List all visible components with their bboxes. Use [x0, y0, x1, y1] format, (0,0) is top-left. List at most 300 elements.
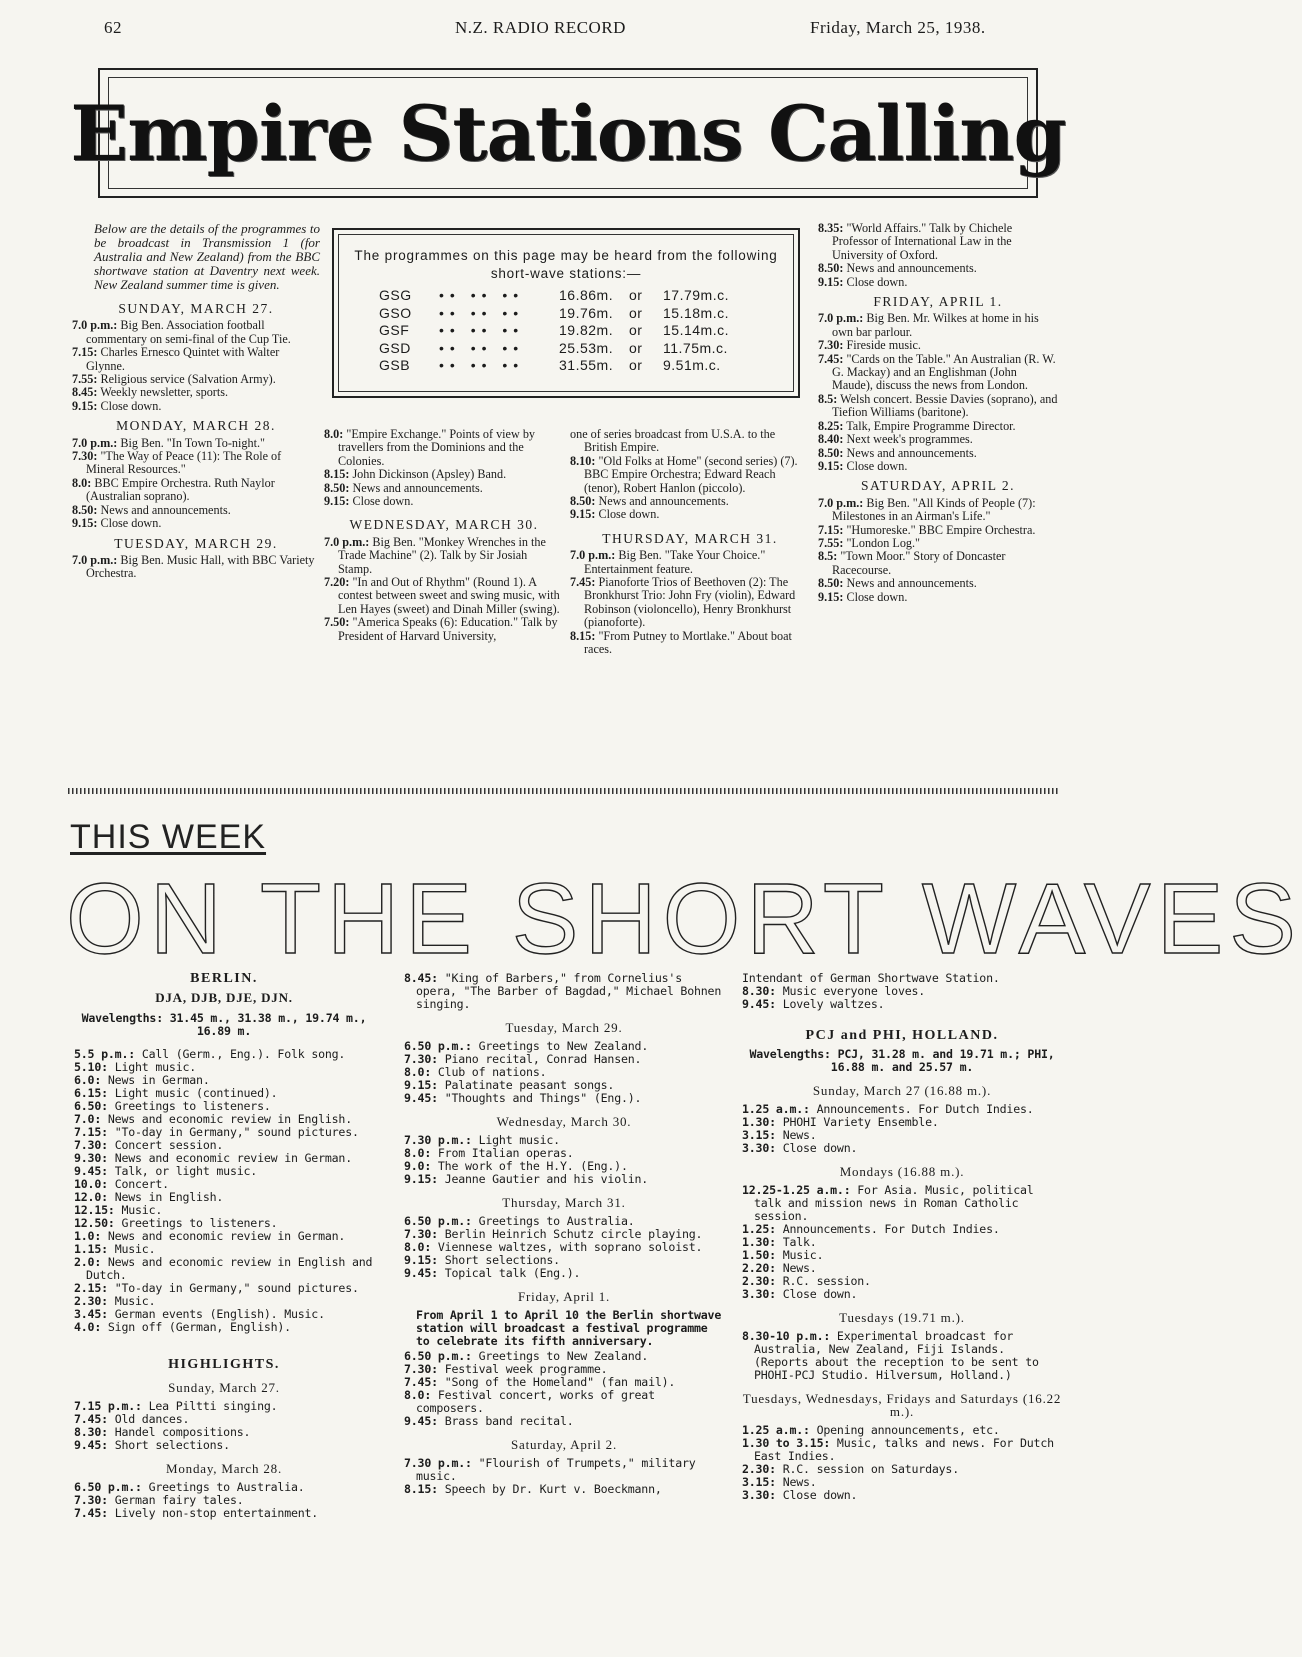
- schedule-text: John Dickinson (Apsley) Band.: [352, 467, 507, 482]
- schedule-text: Piano recital, Conrad Hansen.: [444, 1052, 642, 1066]
- berlin-continued-column: [404, 972, 724, 1496]
- schedule-text: Lively non-stop entertainment.: [114, 1506, 319, 1520]
- schedule-text: News and economic review in English.: [107, 1112, 352, 1126]
- schedule-text: Experimental broadcast for Australia, New Zealand, Fiji Islands. (Reports about the reception to be sent to PHOHI-PCJ Studio. Hilversum, Holland.): [754, 1329, 1039, 1382]
- title-banner: [70, 68, 1066, 198]
- highlights-heading: HIGHLIGHTS.: [168, 1357, 280, 1372]
- schedule-item: [818, 276, 1058, 289]
- day-heading: Sunday, March 27.: [168, 1380, 280, 1395]
- schedule-text: "Cards on the Table." An Australian (R. W. G. Mackay) and an Englishman (John Maude), discuss the news from London.: [832, 351, 1056, 393]
- leader-dots: •• •• ••: [439, 339, 525, 356]
- schedule-list: [324, 536, 564, 643]
- schedule-item: [818, 353, 1058, 393]
- schedule-time: 3.30:: [742, 1287, 776, 1301]
- frequency-mc: 15.14m.c.: [663, 322, 729, 338]
- schedule-text: "World Affairs." Talk by Chichele Professor of International Law in the University of Oxford.: [832, 221, 1013, 262]
- schedule-time: 7.45:: [818, 351, 844, 366]
- schedule-text: Sign off (German, English).: [107, 1320, 291, 1334]
- schedule-time: 3.15:: [742, 1128, 776, 1142]
- publication-title: N.Z. RADIO RECORD: [455, 18, 626, 37]
- schedule-text: News in German.: [107, 1073, 210, 1087]
- schedule-time: 6.0:: [74, 1073, 102, 1087]
- schedule-text: Close down.: [100, 398, 162, 413]
- schedule-time: 8.10:: [570, 453, 596, 468]
- schedule-text: Close down.: [782, 1141, 858, 1155]
- schedule-time: 8.0:: [72, 475, 92, 490]
- wavelength-metres: 31.55m.: [559, 357, 614, 373]
- day-heading: SATURDAY, APRIL 2.: [860, 478, 1016, 494]
- schedule-list: [324, 428, 564, 508]
- schedule-item: [72, 346, 320, 373]
- schedule-text: Greetings to New Zealand.: [478, 1039, 649, 1053]
- schedule-time: 10.0:: [74, 1177, 108, 1191]
- schedule-time: 7.15 p.m.:: [74, 1399, 142, 1413]
- schedule-text: R.C. session.: [782, 1274, 871, 1288]
- schedule-time: 9.45:: [74, 1438, 108, 1452]
- day-heading: Tuesdays (19.71 m.).: [839, 1310, 965, 1325]
- schedule-text: "Flourish of Trumpets," military music.: [416, 1456, 696, 1483]
- wavelength-metres: 19.82m.: [559, 322, 614, 338]
- schedule-time: 7.0 p.m.:: [72, 318, 118, 333]
- schedule-time: 7.0 p.m.:: [570, 548, 616, 563]
- schedule-time: 12.25-1.25 a.m.:: [742, 1183, 851, 1197]
- holland-column: [742, 972, 1062, 1502]
- schedule-time: 1.25:: [742, 1222, 776, 1236]
- schedule-text: "Thoughts and Things" (Eng.).: [444, 1091, 642, 1105]
- schedule-item: [818, 222, 1058, 262]
- schedule-time: 5.10:: [74, 1060, 108, 1074]
- schedule-text: Music.: [114, 1294, 156, 1308]
- schedule-time: 1.50:: [742, 1248, 776, 1262]
- schedule-item: [818, 537, 1058, 550]
- schedule-time: 7.0 p.m.:: [818, 495, 864, 510]
- schedule-text: Greetings to Australia.: [478, 1214, 635, 1228]
- stations-box: [332, 228, 800, 398]
- schedule-list: [404, 1215, 724, 1280]
- day-heading: TUESDAY, MARCH 29.: [114, 535, 278, 551]
- schedule-time: 1.25 a.m.:: [742, 1102, 810, 1116]
- schedule-list: [570, 428, 810, 522]
- schedule-list: [818, 497, 1058, 604]
- schedule-text: News and announcements.: [100, 502, 231, 517]
- day-heading: Sunday, March 27 (16.88 m.).: [812, 1083, 992, 1098]
- schedule-time: 8.45:: [404, 971, 438, 985]
- schedule-text: Close down.: [598, 507, 660, 522]
- schedule-list: [72, 319, 320, 413]
- schedule-item: [818, 312, 1058, 339]
- schedule-text: Religious service (Salvation Army).: [100, 372, 276, 387]
- schedule-time: 7.45:: [570, 575, 596, 590]
- schedule-text: Close down.: [846, 458, 908, 473]
- schedule-item: [818, 433, 1058, 446]
- schedule-time: 7.20:: [324, 575, 350, 590]
- schedule-time: 3.30:: [742, 1141, 776, 1155]
- schedule-item: [72, 373, 320, 386]
- schedule-time: 9.15:: [570, 507, 596, 522]
- schedule-time: 7.30:: [404, 1052, 438, 1066]
- schedule-text: Music.: [121, 1203, 163, 1217]
- schedule-time: 6.50:: [74, 1099, 108, 1113]
- frequency-mc: 17.79m.c.: [663, 287, 729, 303]
- schedule-time: 8.45:: [72, 385, 98, 400]
- schedule-time: 3.15:: [742, 1475, 776, 1489]
- schedule-text: For Asia. Music, political talk and mission news in Roman Catholic session.: [754, 1183, 1034, 1223]
- or-word: or: [629, 322, 643, 338]
- schedule-time: 9.15:: [404, 1172, 438, 1186]
- schedule-text: "Town Moor." Story of Doncaster Racecourse.: [832, 549, 1006, 577]
- schedule-text: Palatinate peasant songs.: [444, 1078, 615, 1092]
- schedule-text: News.: [782, 1128, 817, 1142]
- schedule-text: "King of Barbers," from Cornelius's opera, "The Barber of Bagdad," Michael Bohnen singing.: [416, 971, 722, 1011]
- schedule-text: "Humoreske." BBC Empire Orchestra.: [846, 522, 1036, 537]
- schedule-text: Festival concert, works of great composers.: [416, 1388, 655, 1415]
- schedule-text: German events (English). Music.: [114, 1307, 325, 1321]
- day-heading: FRIDAY, APRIL 1.: [873, 294, 1003, 310]
- station-row: [353, 340, 779, 358]
- schedule-item: [570, 508, 810, 521]
- schedule-item: [818, 447, 1058, 460]
- schedule-text: Greetings to listeners.: [121, 1216, 278, 1230]
- schedule-list: [742, 1103, 1062, 1155]
- this-week-heading: THIS WEEK: [70, 818, 267, 856]
- station-heading: PCJ and PHI, HOLLAND.: [805, 1028, 999, 1043]
- schedule-text: R.C. session on Saturdays.: [782, 1462, 959, 1476]
- schedule-text: Weekly newsletter, sports.: [100, 385, 229, 400]
- berlin-column: [74, 972, 374, 1520]
- page-number: 62: [104, 18, 122, 37]
- schedule-item: [818, 591, 1058, 604]
- schedule-time: 8.0:: [404, 1146, 432, 1160]
- schedule-text: Talk.: [782, 1235, 817, 1249]
- schedule-time: 6.50 p.m.:: [74, 1480, 142, 1494]
- schedule-text: Jeanne Gautier and his violin.: [444, 1172, 649, 1186]
- schedule-text: Handel compositions.: [114, 1425, 251, 1439]
- schedule-text: PHOHI Variety Ensemble.: [782, 1115, 939, 1129]
- schedule-time: 2.20:: [742, 1261, 776, 1275]
- schedule-text: News and announcements.: [846, 445, 977, 460]
- schedule-text: News.: [782, 1261, 817, 1275]
- schedule-text: "From Putney to Mortlake." About boat races.: [584, 628, 792, 657]
- schedule-time: 7.15:: [818, 522, 844, 537]
- schedule-time: 9.15:: [72, 398, 98, 413]
- schedule-time: 6.15:: [74, 1086, 108, 1100]
- schedule-text: Greetings to New Zealand.: [478, 1349, 649, 1363]
- schedule-text: one of series broadcast from U.S.A. to the British Empire.: [570, 427, 776, 455]
- frequency-mc: 9.51m.c.: [663, 357, 721, 373]
- schedule-item: [72, 386, 320, 399]
- or-word: or: [629, 357, 643, 373]
- schedule-item: [324, 536, 564, 576]
- call-signs: DJA, DJB, DJE, DJN.: [155, 990, 293, 1005]
- schedule-time: 1.15:: [74, 1242, 108, 1256]
- schedule-item: [404, 1267, 724, 1280]
- schedule-time: 7.30:: [74, 1493, 108, 1507]
- intro-text: Below are the details of the programmes to be broadcast in Transmission 1 (for Australia and New Zealand) from the BBC shortwave station at Daventry next week. New Zealand summer time is given.: [94, 221, 320, 292]
- schedule-text: Welsh concert. Bessie Davies (soprano), and Tiefion Williams (baritone).: [832, 391, 1058, 420]
- schedule-item: [742, 998, 1062, 1011]
- schedule-text: News in English.: [114, 1190, 224, 1204]
- schedule-time: 7.30:: [74, 1138, 108, 1152]
- schedule-text: News and announcements.: [846, 261, 977, 276]
- schedule-item: [72, 477, 320, 504]
- schedule-time: 9.15:: [404, 1078, 438, 1092]
- schedule-text: Light music.: [114, 1060, 197, 1074]
- schedule-time: 8.0:: [404, 1240, 432, 1254]
- schedule-item: [74, 1256, 374, 1282]
- schedule-item: [74, 1507, 374, 1520]
- schedule-list: [818, 312, 1058, 473]
- wavelengths: Wavelengths: PCJ, 31.28 m. and 19.71 m.; PHI, 16.88 m. and 25.57 m.: [749, 1047, 1055, 1074]
- schedule-time: 9.45:: [404, 1091, 438, 1105]
- schedule-text: Music.: [782, 1248, 824, 1262]
- schedule-time: 7.30 p.m.:: [404, 1456, 472, 1470]
- schedule-item: [74, 1321, 374, 1334]
- schedule-item: [404, 1483, 724, 1496]
- schedule-text: Short selections.: [444, 1253, 560, 1267]
- schedule-time: 9.15:: [818, 589, 844, 604]
- schedule-text: Announcements. For Dutch Indies.: [782, 1222, 1000, 1236]
- schedule-text: Close down.: [782, 1287, 858, 1301]
- banner-title: Empire Stations Calling: [70, 88, 1066, 178]
- schedule-text: Big Ben. "All Kinds of People (7): Milestones in an Airman's Life.": [832, 495, 1036, 524]
- wavelength-metres: 19.76m.: [559, 304, 614, 321]
- schedule-item: [324, 616, 564, 643]
- schedule-time: 9.45:: [404, 1266, 438, 1280]
- schedule-time: 7.30 p.m.:: [404, 1133, 472, 1147]
- schedule-text: "America Speaks (6): Education." Talk by President of Harvard University,: [338, 615, 558, 643]
- wavelength-metres: 25.53m.: [559, 339, 614, 356]
- schedule-text: News and economic review in English and Dutch.: [86, 1255, 373, 1282]
- schedule-text: Speech by Dr. Kurt v. Boeckmann,: [444, 1482, 662, 1496]
- schedule-time: 1.30 to 3.15:: [742, 1436, 831, 1450]
- day-heading: WEDNESDAY, MARCH 30.: [349, 517, 539, 533]
- schedule-time: 12.0:: [74, 1190, 108, 1204]
- schedule-time: 7.0 p.m.:: [818, 311, 864, 326]
- schedule-text: Big Ben. Music Hall, with BBC Variety Orchestra.: [86, 552, 315, 581]
- schedule-item: [570, 630, 810, 657]
- schedule-time: 9.30:: [74, 1151, 108, 1165]
- schedule-text: Topical talk (Eng.).: [444, 1266, 581, 1280]
- schedule-list: [742, 1330, 1062, 1382]
- schedule-text: Big Ben. Association football commentary on semi-final of the Cup Tie.: [86, 318, 291, 346]
- schedule-text: Opening announcements, etc.: [816, 1423, 1000, 1437]
- schedule-time: 6.50 p.m.:: [404, 1349, 472, 1363]
- schedule-time: 8.5:: [818, 391, 838, 406]
- schedule-time: 7.30:: [404, 1362, 438, 1376]
- schedule-item: [404, 1173, 724, 1186]
- frequency-mc: 15.18m.c.: [663, 304, 729, 321]
- schedule-time: 7.0 p.m.:: [72, 552, 118, 567]
- schedule-time: 9.15:: [818, 274, 844, 289]
- schedule-text: "In and Out of Rhythm" (Round 1). A contest between sweet and swing music, with Len Hayes (sweet) and Dinah Miller (swing).: [338, 575, 560, 616]
- schedule-list: [404, 1457, 724, 1496]
- column-1: [72, 222, 320, 581]
- day-heading: SUNDAY, MARCH 27.: [118, 301, 274, 316]
- schedule-time: 8.0:: [324, 427, 344, 441]
- schedule-item: [404, 1457, 724, 1483]
- schedule-time: 8.15:: [404, 1482, 438, 1496]
- station-row: [353, 305, 779, 323]
- schedule-text: Talk, or light music.: [114, 1164, 258, 1178]
- schedule-text: Lovely waltzes.: [782, 997, 885, 1011]
- schedule-item: [818, 524, 1058, 537]
- station-heading: BERLIN.: [190, 971, 258, 986]
- schedule-text: Concert session.: [114, 1138, 224, 1152]
- issue-date: Friday, March 25, 1938.: [810, 18, 986, 37]
- or-word: or: [629, 304, 643, 321]
- schedule-time: 12.15:: [74, 1203, 115, 1217]
- station-call-sign: GSO: [379, 304, 412, 321]
- schedule-time: 1.25 a.m.:: [742, 1423, 810, 1437]
- day-heading: Thursday, March 31.: [502, 1195, 626, 1210]
- schedule-time: 8.50:: [72, 502, 98, 517]
- festival-note: From April 1 to April 10 the Berlin shortwave station will broadcast a festival programme to celebrate its fifth anniversary.: [416, 1308, 722, 1348]
- schedule-item: [570, 549, 810, 576]
- day-heading: Wednesday, March 30.: [496, 1114, 632, 1129]
- schedule-time: 8.40:: [818, 432, 844, 447]
- schedule-text: Big Ben. "Monkey Wrenches in the Trade Machine" (2). Talk by Sir Josiah Stamp.: [338, 534, 546, 576]
- schedule-text: Charles Ernesco Quintet with Walter Glynne.: [86, 345, 280, 373]
- schedule-time: 8.30:: [742, 984, 776, 998]
- day-heading: THURSDAY, MARCH 31.: [602, 530, 778, 546]
- schedule-time: 7.30:: [404, 1227, 438, 1241]
- station-call-sign: GSD: [379, 339, 411, 356]
- schedule-text: News and economic review in German.: [107, 1229, 346, 1243]
- schedule-time: 1.30:: [742, 1235, 776, 1249]
- schedule-time: 8.50:: [818, 576, 844, 591]
- schedule-time: 7.45:: [404, 1375, 438, 1389]
- schedule-text: "Old Folks at Home" (second series) (7). BBC Empire Orchestra; Edward Reach (tenor), Robert Hanlon (piccolo).: [584, 453, 798, 495]
- schedule-time: 3.45:: [74, 1307, 108, 1321]
- leader-dots: •• •• ••: [439, 357, 525, 373]
- schedule-list: [742, 1184, 1062, 1301]
- schedule-time: 9.45:: [742, 997, 776, 1011]
- section-divider: [68, 788, 1060, 794]
- schedule-text: Old dances.: [114, 1412, 190, 1426]
- schedule-text: Viennese waltzes, with soprano soloist.: [437, 1240, 703, 1254]
- schedule-text: Big Ben. "Take Your Choice." Entertainment feature.: [584, 548, 766, 576]
- schedule-item: [742, 1330, 1062, 1382]
- schedule-item: [818, 550, 1058, 577]
- column-3: [570, 428, 810, 657]
- schedule-text: "To-day in Germany," sound pictures.: [114, 1125, 359, 1139]
- schedule-list: [72, 437, 320, 531]
- schedule-time: 8.5:: [818, 549, 838, 564]
- schedule-list: [404, 1134, 724, 1186]
- schedule-time: 3.30:: [742, 1488, 776, 1502]
- schedule-text: Announcements. For Dutch Indies.: [816, 1102, 1034, 1116]
- wavelengths: Wavelengths: 31.45 m., 31.38 m., 19.74 m., 16.89 m.: [81, 1011, 367, 1038]
- stations-table: [353, 287, 779, 375]
- schedule-time: 8.25:: [818, 418, 844, 433]
- schedule-list: [404, 1040, 724, 1105]
- schedule-time: 7.30:: [818, 338, 844, 353]
- schedule-text: Greetings to Australia.: [148, 1480, 305, 1494]
- schedule-text: News and announcements.: [846, 576, 977, 591]
- column-2: [324, 428, 564, 643]
- schedule-text: Short selections.: [114, 1438, 230, 1452]
- schedule-text: Lea Piltti singing.: [148, 1399, 278, 1413]
- station-row: [353, 357, 779, 375]
- schedule-text: Pianoforte Trios of Beethoven (2): The Bronkhurst Trio: John Fry (violin), Edward Robinson (violoncello), Henry Bronkhurst (pianoforte).: [584, 575, 796, 630]
- schedule-time: 9.45:: [404, 1414, 438, 1428]
- day-heading: Saturday, April 2.: [511, 1437, 617, 1452]
- stations-intro: The programmes on this page may be heard from the following short-wave stations:—: [354, 248, 778, 281]
- schedule-item: [818, 577, 1058, 590]
- leader-dots: •• •• ••: [439, 287, 525, 303]
- schedule-text: News and announcements.: [352, 480, 483, 495]
- schedule-time: 9.15:: [72, 516, 98, 531]
- schedule-time: 8.15:: [324, 467, 350, 482]
- schedule-list: [72, 554, 320, 581]
- schedule-item: [742, 1489, 1062, 1502]
- schedule-time: 4.0:: [74, 1320, 102, 1334]
- day-heading: MONDAY, MARCH 28.: [116, 418, 276, 434]
- schedule-time: 9.15:: [404, 1253, 438, 1267]
- schedule-list: [74, 1048, 374, 1334]
- schedule-item: [74, 1439, 374, 1452]
- schedule-text: BBC Empire Orchestra. Ruth Naylor (Australian soprano).: [86, 475, 275, 504]
- day-heading: Mondays (16.88 m.).: [839, 1164, 965, 1179]
- schedule-list: [818, 222, 1058, 289]
- short-waves-heading: ON THE SHORT WAVES: [66, 863, 1302, 975]
- schedule-text: Berlin Heinrich Schutz circle playing.: [444, 1227, 703, 1241]
- schedule-text: Close down.: [100, 516, 162, 531]
- schedule-time: 8.35:: [818, 221, 844, 235]
- schedule-item: [72, 554, 320, 581]
- schedule-text: Close down.: [352, 494, 414, 509]
- schedule-item: [742, 1437, 1062, 1463]
- schedule-text: News.: [782, 1475, 817, 1489]
- schedule-time: 8.0:: [404, 1065, 432, 1079]
- schedule-item: [404, 1092, 724, 1105]
- schedule-list: [404, 1350, 724, 1428]
- schedule-text: Close down.: [846, 589, 908, 604]
- schedule-time: 8.15:: [570, 628, 596, 643]
- station-call-sign: GSB: [379, 357, 411, 373]
- schedule-item: [742, 1184, 1062, 1223]
- schedule-item: [570, 495, 810, 508]
- schedule-list: [742, 972, 1062, 1011]
- schedule-time: 7.50:: [324, 615, 350, 630]
- leader-dots: •• •• ••: [439, 304, 525, 321]
- schedule-text: Fireside music.: [846, 338, 921, 353]
- schedule-item: [818, 497, 1058, 524]
- schedule-text: Greetings to listeners.: [114, 1099, 271, 1113]
- schedule-time: 5.5 p.m.:: [74, 1047, 136, 1061]
- schedule-item: [72, 450, 320, 477]
- schedule-text: Talk, Empire Programme Director.: [846, 418, 1016, 433]
- schedule-text: Big Ben. "In Town To-night.": [120, 435, 265, 450]
- schedule-text: Music everyone loves.: [782, 984, 926, 998]
- station-row: [353, 287, 779, 305]
- schedule-text: Next week's programmes.: [846, 432, 973, 447]
- schedule-item: [570, 455, 810, 495]
- schedule-text: Close down.: [846, 274, 908, 289]
- schedule-item: [324, 428, 564, 468]
- schedule-text: Music.: [114, 1242, 156, 1256]
- station-row: [353, 322, 779, 340]
- schedule-item: [818, 460, 1058, 473]
- schedule-time: 9.15:: [818, 458, 844, 473]
- schedule-time: 12.50:: [74, 1216, 115, 1230]
- schedule-item: [404, 1415, 724, 1428]
- schedule-item: [72, 504, 320, 517]
- column-4: [818, 222, 1058, 604]
- schedule-time: 1.0:: [74, 1229, 102, 1243]
- schedule-list: [742, 1424, 1062, 1502]
- day-heading: Monday, March 28.: [165, 1461, 282, 1476]
